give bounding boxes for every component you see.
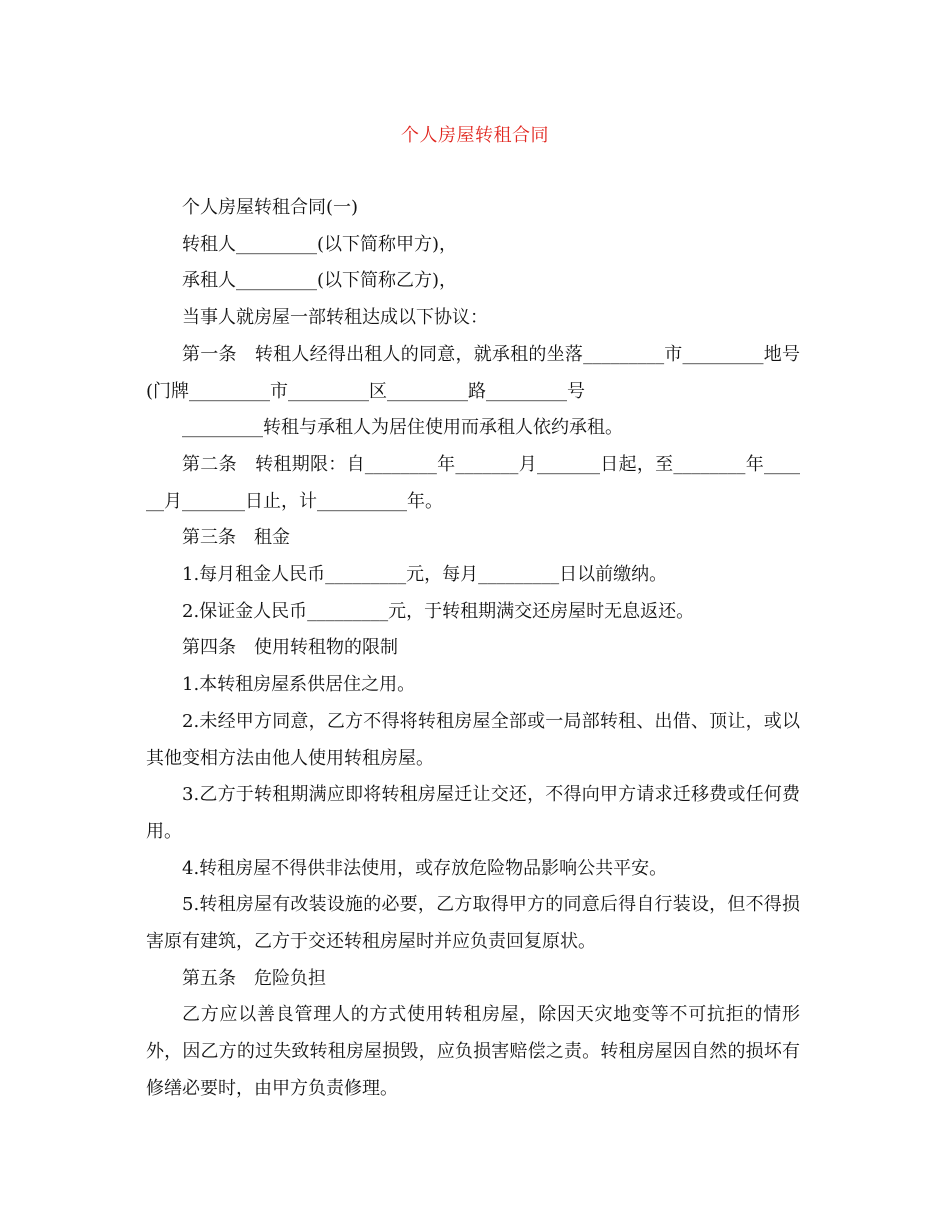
paragraph-heading: 个人房屋转租合同(一) [182, 197, 359, 218]
document-title: 个人房屋转租合同 [401, 125, 549, 146]
paragraph-article-3-item-2: 2.保证金人民币_________元，于转租期满交还房屋时无息返还。 [182, 600, 695, 622]
paragraph-article-4-heading: 第四条 使用转租物的限制 [182, 637, 398, 659]
paragraph-sublessor: 转租人_________(以下简称甲方)， [182, 233, 458, 255]
paragraph-article-3-item-1: 1.每月租金人民币_________元，每月_________日以前缴纳。 [182, 564, 668, 586]
paragraph-agreement-intro: 当事人就房屋一部转租达成以下协议： [182, 307, 488, 329]
paragraph-article-3-heading: 第三条 租金 [182, 527, 290, 549]
paragraph-article-5-body: 乙方应以善良管理人的方式使用转租房屋，除因天灾地变等不可抗拒的情形外，因乙方的过失致转租房屋损毁，应负损害赔偿之责。转租房屋因自然的损坏有修缮必要时，由甲方负责修理。 [146, 1004, 800, 1099]
paragraph-article-4-item-5: 5.转租房屋有改装设施的必要，乙方取得甲方的同意后得自行装设，但不得损害原有建筑，乙方于交还转租房屋时并应负责回复原状。 [146, 894, 800, 953]
paragraph-article-4-item-1: 1.本转租房屋系供居住之用。 [182, 674, 416, 696]
document-body [146, 190, 800, 1108]
paragraph-article-4-item-2: 2.未经甲方同意，乙方不得将转租房屋全部或一局部转租、出借、顶让，或以其他变相方法由他人使用转租房屋。 [146, 710, 800, 769]
paragraph-article-2: 第二条 转租期限：自________年_______月_______日起，至________年______月_______日止，计__________年。 [146, 453, 800, 512]
paragraph-article-1-cont: _________转租与承租人为居住使用而承租人依约承租。 [182, 417, 623, 439]
paragraph-article-1: 第一条 转租人经得出租人的同意，就承租的坐落_________市_________地号(门牌_________市_________区_________路_________号 [146, 343, 800, 402]
paragraph-article-5-heading: 第五条 危险负担 [182, 967, 326, 989]
paragraph-article-4-item-3: 3.乙方于转租期满应即将转租房屋迁让交还，不得向甲方请求迁移费或任何费用。 [146, 784, 800, 842]
paragraph-sublessee: 承租人_________(以下简称乙方)， [182, 270, 458, 292]
paragraph-article-4-item-4: 4.转租房屋不得供非法使用，或存放危险物品影响公共平安。 [182, 857, 668, 879]
